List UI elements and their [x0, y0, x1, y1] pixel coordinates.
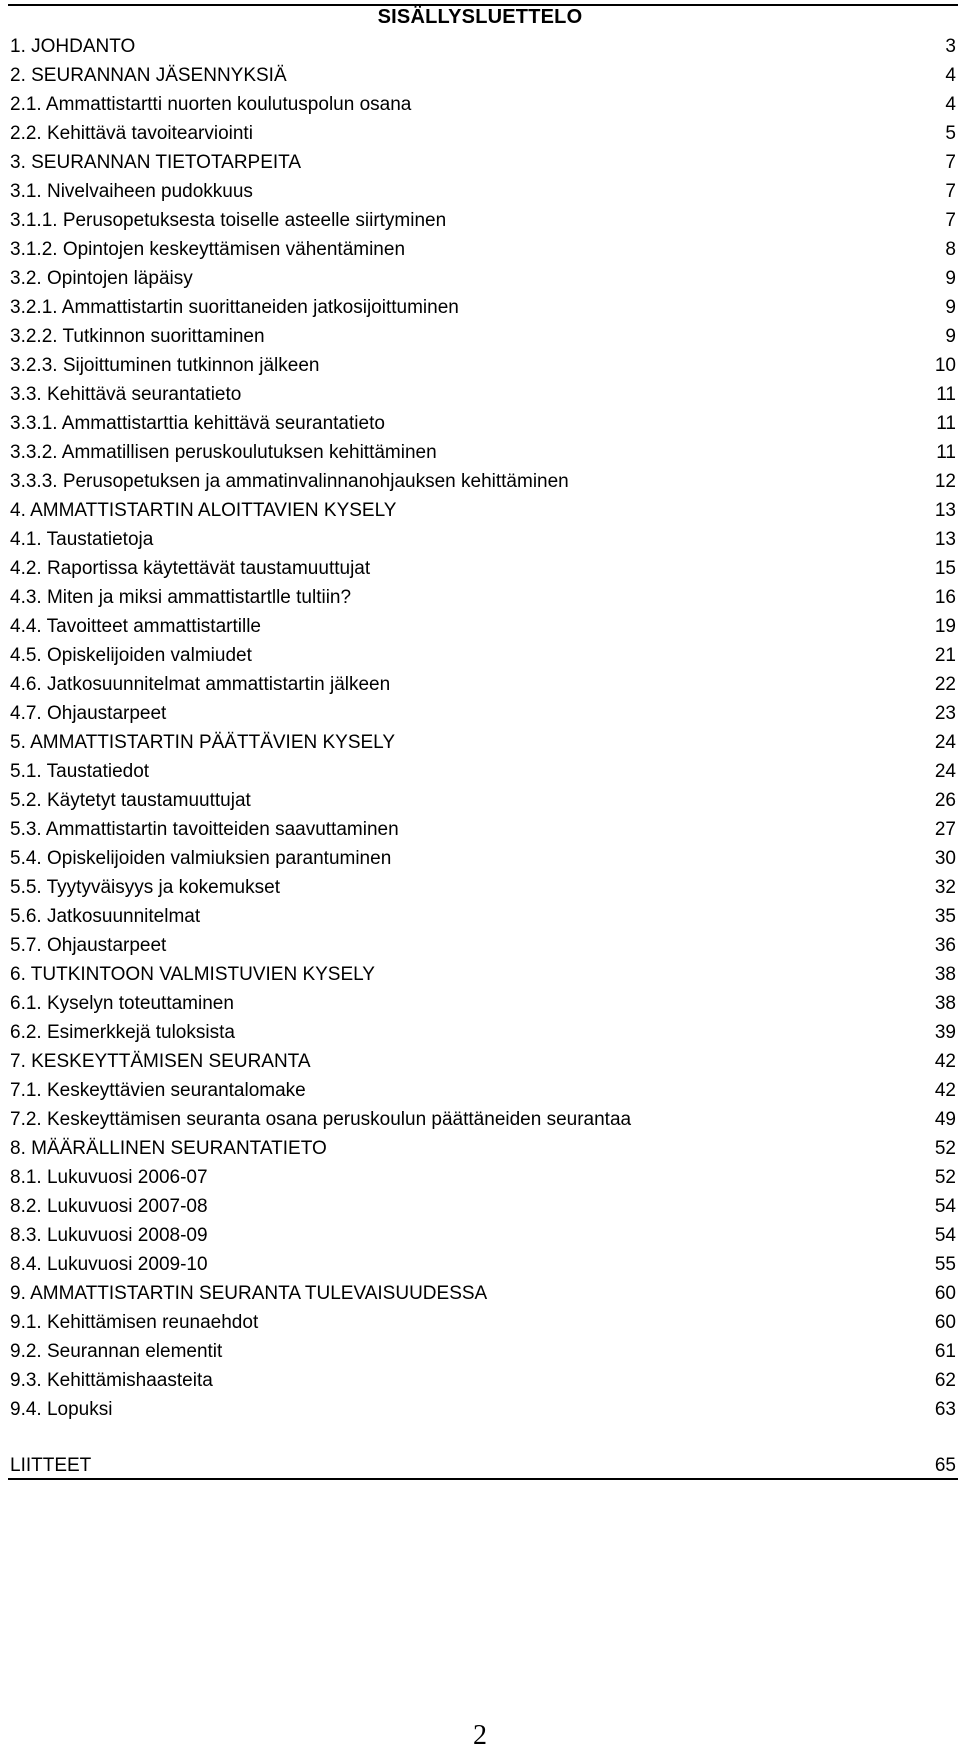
- toc-entry-page: 61: [934, 1341, 956, 1362]
- toc-entry[interactable]: [10, 148, 956, 177]
- toc-entry-page: 27: [934, 819, 956, 840]
- toc-entry-page: 11: [936, 384, 956, 405]
- toc-entry-label: 6.1. Kyselyn toteuttaminen: [10, 993, 234, 1014]
- toc-entry-label: 4.5. Opiskelijoiden valmiudet: [10, 645, 252, 666]
- toc-entry-page: 63: [934, 1399, 956, 1420]
- toc-entry[interactable]: [10, 496, 956, 525]
- toc-entry-label: 2.2. Kehittävä tavoitearviointi: [10, 123, 253, 144]
- toc-entry[interactable]: [10, 1395, 956, 1424]
- toc-entry-label: 6. TUTKINTOON VALMISTUVIEN KYSELY: [10, 964, 375, 985]
- toc-entry-label: 3.2.3. Sijoittuminen tutkinnon jälkeen: [10, 355, 320, 376]
- toc-entry[interactable]: [10, 1047, 956, 1076]
- toc-entry[interactable]: [10, 1018, 956, 1047]
- toc-entry-page: 19: [934, 616, 956, 637]
- toc-entry-label: 5.6. Jatkosuunnitelmat: [10, 906, 201, 927]
- toc-entry-label: 8.1. Lukuvuosi 2006-07: [10, 1167, 208, 1188]
- toc-entry-label: 5.4. Opiskelijoiden valmiuksien parantuminen: [10, 848, 392, 869]
- toc-entry[interactable]: [10, 960, 956, 989]
- toc-entry[interactable]: [10, 931, 956, 960]
- bottom-rule: [8, 1478, 958, 1480]
- toc-entry-page: 21: [934, 645, 956, 666]
- toc-entry[interactable]: [10, 119, 956, 148]
- toc-entry-label: 3.1.2. Opintojen keskeyttämisen vähentäminen: [10, 239, 406, 260]
- toc-entry-page: 9: [945, 297, 956, 318]
- toc-entry[interactable]: [10, 873, 956, 902]
- toc-entry-label: 9.1. Kehittämisen reunaehdot: [10, 1312, 259, 1333]
- toc-entry-label: 7.2. Keskeyttämisen seuranta osana peruskoulun päättäneiden seurantaa: [10, 1109, 632, 1130]
- toc-entry-page: 54: [934, 1225, 956, 1246]
- toc-entry[interactable]: [10, 554, 956, 583]
- toc-entry[interactable]: [10, 583, 956, 612]
- toc-entry[interactable]: [10, 728, 956, 757]
- toc-entry[interactable]: [10, 32, 956, 61]
- toc-entry[interactable]: [10, 177, 956, 206]
- toc-entry-page: 22: [934, 674, 956, 695]
- toc-entry[interactable]: [10, 322, 956, 351]
- toc-entry-label: 9.3. Kehittämishaasteita: [10, 1370, 213, 1391]
- toc-entry-label: 9. AMMATTISTARTIN SEURANTA TULEVAISUUDESSA: [10, 1283, 488, 1304]
- toc-entry-page: 5: [945, 123, 956, 144]
- toc-entry-page: 16: [934, 587, 956, 608]
- toc-entry-label: 7. KESKEYTTÄMISEN SEURANTA: [10, 1051, 311, 1072]
- toc-entry[interactable]: [10, 1134, 956, 1163]
- toc-entry-label: 2.1. Ammattistartti nuorten koulutuspolun osana: [10, 94, 412, 115]
- toc-entry[interactable]: [10, 90, 956, 119]
- toc-entry-label: 3.2.2. Tutkinnon suorittaminen: [10, 326, 265, 347]
- toc-entry-page: 30: [934, 848, 956, 869]
- toc-entry-label: 4.1. Taustatietoja: [10, 529, 154, 550]
- toc-entry[interactable]: [10, 61, 956, 90]
- toc-entry[interactable]: [10, 380, 956, 409]
- toc-entry-label: 4.4. Tavoitteet ammattistartille: [10, 616, 261, 637]
- toc-entry[interactable]: [10, 1366, 956, 1395]
- toc-entry-page: 52: [934, 1167, 956, 1188]
- toc-entry-page: 24: [934, 732, 956, 753]
- toc-entry[interactable]: [10, 293, 956, 322]
- toc-entry-label: 6.2. Esimerkkejä tuloksista: [10, 1022, 235, 1043]
- toc-entry-page: 55: [934, 1254, 956, 1275]
- toc-entry-label: 4.3. Miten ja miksi ammattistartlle tultiin?: [10, 587, 352, 608]
- toc-entry-label: 3. SEURANNAN TIETOTARPEITA: [10, 152, 302, 173]
- toc-entry-page: 42: [934, 1051, 956, 1072]
- page-number: 2: [473, 1720, 487, 1751]
- toc-entry-label: 7.1. Keskeyttävien seurantalomake: [10, 1080, 306, 1101]
- table-of-contents: [10, 32, 956, 1424]
- toc-entry-label: 1. JOHDANTO: [10, 36, 136, 57]
- toc-entry-label: 9.2. Seurannan elementit: [10, 1341, 223, 1362]
- toc-entry[interactable]: [10, 989, 956, 1018]
- toc-entry[interactable]: [10, 206, 956, 235]
- toc-entry-page: 52: [934, 1138, 956, 1159]
- toc-entry-page: 60: [934, 1283, 956, 1304]
- toc-entry[interactable]: [10, 1192, 956, 1221]
- toc-entry[interactable]: [10, 264, 956, 293]
- toc-entry[interactable]: [10, 612, 956, 641]
- toc-entry-label: 3.1.1. Perusopetuksesta toiselle asteelle siirtyminen: [10, 210, 447, 231]
- toc-entry-label: 5. AMMATTISTARTIN PÄÄTTÄVIEN KYSELY: [10, 732, 396, 753]
- toc-entry-appendix[interactable]: [10, 1451, 956, 1480]
- toc-entry-page: 36: [934, 935, 956, 956]
- toc-entry-page: 26: [934, 790, 956, 811]
- toc-entry-label: 3.2. Opintojen läpäisy: [10, 268, 193, 289]
- toc-entry-page: 38: [934, 993, 956, 1014]
- toc-entry-page: 11: [936, 413, 956, 434]
- toc-entry-page: 4: [945, 65, 956, 86]
- toc-entry-page: 11: [936, 442, 956, 463]
- toc-entry[interactable]: [10, 641, 956, 670]
- toc-entry[interactable]: [10, 902, 956, 931]
- toc-entry-page: 10: [934, 355, 956, 376]
- toc-entry[interactable]: [10, 1076, 956, 1105]
- toc-entry[interactable]: [10, 815, 956, 844]
- toc-entry-page: 38: [934, 964, 956, 985]
- toc-entry-page: 13: [934, 500, 956, 521]
- toc-entry[interactable]: [10, 351, 956, 380]
- toc-entry-page: 7: [945, 181, 956, 202]
- toc-entry[interactable]: [10, 1308, 956, 1337]
- toc-entry[interactable]: [10, 438, 956, 467]
- toc-entry-page: 54: [934, 1196, 956, 1217]
- toc-entry[interactable]: [10, 1337, 956, 1366]
- toc-entry-page: 9: [945, 268, 956, 289]
- toc-entry-label: 2. SEURANNAN JÄSENNYKSIÄ: [10, 65, 287, 86]
- toc-entry-label: 5.3. Ammattistartin tavoitteiden saavuttaminen: [10, 819, 399, 840]
- toc-entry-page: 3: [945, 36, 956, 57]
- toc-entry-label: 5.7. Ohjaustarpeet: [10, 935, 167, 956]
- toc-entry[interactable]: [10, 844, 956, 873]
- toc-entry[interactable]: [10, 1105, 956, 1134]
- toc-entry-label: 3.2.1. Ammattistartin suorittaneiden jatkosijoittuminen: [10, 297, 459, 318]
- toc-entry-page: 15: [934, 558, 956, 579]
- toc-entry-label: 3.3.3. Perusopetuksen ja ammatinvalinnanohjauksen kehittäminen: [10, 471, 569, 492]
- toc-entry-page: 32: [934, 877, 956, 898]
- toc-entry[interactable]: [10, 467, 956, 496]
- toc-entry[interactable]: [10, 757, 956, 786]
- toc-entry-page: 60: [934, 1312, 956, 1333]
- toc-entry-page: 23: [934, 703, 956, 724]
- toc-entry-page: 42: [934, 1080, 956, 1101]
- toc-entry-page: 7: [945, 210, 956, 231]
- toc-entry[interactable]: [10, 409, 956, 438]
- toc-entry-label: LIITTEET: [10, 1455, 92, 1476]
- toc-entry-label: 3.3. Kehittävä seurantatieto: [10, 384, 242, 405]
- toc-entry-page: 65: [934, 1455, 956, 1476]
- toc-entry[interactable]: [10, 235, 956, 264]
- toc-entry[interactable]: [10, 525, 956, 554]
- toc-entry-page: 9: [945, 326, 956, 347]
- toc-entry-page: 8: [945, 239, 956, 260]
- toc-entry[interactable]: [10, 699, 956, 728]
- toc-entry[interactable]: [10, 1250, 956, 1279]
- toc-entry-label: 5.1. Taustatiedot: [10, 761, 150, 782]
- toc-entry-label: 3.3.2. Ammatillisen peruskoulutuksen kehittäminen: [10, 442, 437, 463]
- toc-entry-page: 49: [934, 1109, 956, 1130]
- toc-entry-label: 5.5. Tyytyväisyys ja kokemukset: [10, 877, 280, 898]
- toc-entry[interactable]: [10, 670, 956, 699]
- toc-entry-page: 13: [934, 529, 956, 550]
- toc-entry[interactable]: [10, 786, 956, 815]
- toc-entry-page: 39: [934, 1022, 956, 1043]
- toc-entry-label: 5.2. Käytetyt taustamuuttujat: [10, 790, 251, 811]
- toc-entry-label: 4.6. Jatkosuunnitelmat ammattistartin jälkeen: [10, 674, 391, 695]
- toc-entry-label: 4.2. Raportissa käytettävät taustamuuttujat: [10, 558, 371, 579]
- toc-entry-label: 3.3.1. Ammattistarttia kehittävä seurantatieto: [10, 413, 385, 434]
- toc-entry-page: 7: [945, 152, 956, 173]
- toc-entry-label: 8.2. Lukuvuosi 2007-08: [10, 1196, 208, 1217]
- toc-entry-label: 8.4. Lukuvuosi 2009-10: [10, 1254, 208, 1275]
- toc-entry-label: 3.1. Nivelvaiheen pudokkuus: [10, 181, 253, 202]
- page-title: SISÄLLYSLUETTELO: [377, 6, 583, 28]
- toc-entry[interactable]: [10, 1163, 956, 1192]
- toc-entry-page: 12: [934, 471, 956, 492]
- toc-entry[interactable]: [10, 1279, 956, 1308]
- toc-entry-label: 4.7. Ohjaustarpeet: [10, 703, 167, 724]
- toc-entry[interactable]: [10, 1221, 956, 1250]
- toc-entry-page: 4: [945, 94, 956, 115]
- toc-entry-page: 24: [934, 761, 956, 782]
- toc-entry-page: 62: [934, 1370, 956, 1391]
- toc-entry-label: 4. AMMATTISTARTIN ALOITTAVIEN KYSELY: [10, 500, 397, 521]
- toc-entry-page: 35: [934, 906, 956, 927]
- toc-entry-label: 9.4. Lopuksi: [10, 1399, 113, 1420]
- toc-entry-label: 8.3. Lukuvuosi 2008-09: [10, 1225, 208, 1246]
- toc-entry-label: 8. MÄÄRÄLLINEN SEURANTATIETO: [10, 1138, 327, 1159]
